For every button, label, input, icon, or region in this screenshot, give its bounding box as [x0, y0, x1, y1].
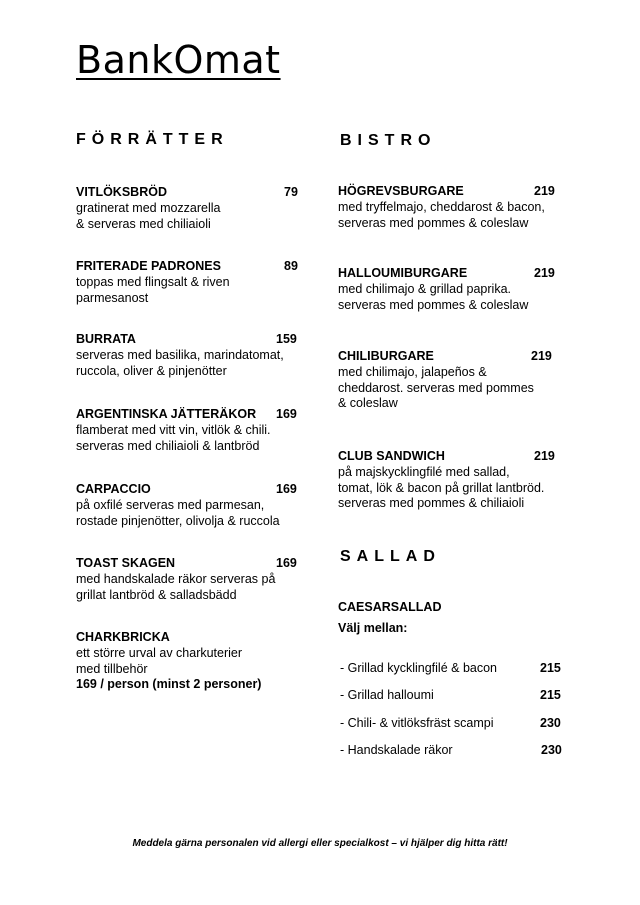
item-desc: på oxfilé serveras med parmesan, [76, 498, 265, 512]
item-desc: med tryffelmajo, cheddarost & bacon, [338, 200, 545, 214]
item-desc: serveras med pommes & coleslaw [338, 215, 529, 230]
item-price: 219 [531, 349, 552, 363]
menu-item-charkbricka [76, 630, 306, 693]
restaurant-title: BankOmat [76, 38, 281, 82]
item-price: 219 [534, 449, 555, 463]
item-name: BURRATA [76, 332, 136, 346]
item-desc: & coleslaw [338, 396, 398, 410]
item-name: CARPACCIO [76, 482, 151, 496]
section-heading-bistro: BISTRO [340, 132, 437, 149]
menu-item-burrata [76, 332, 306, 379]
item-price: 169 [276, 407, 297, 421]
item-price: 159 [276, 332, 297, 346]
item-name: ARGENTINSKA JÄTTERÄKOR [76, 407, 257, 421]
item-name: HALLOUMIBURGARE [338, 266, 468, 280]
item-desc: & serveras med chiliaioli [76, 216, 211, 231]
item-desc: rostade pinjenötter, olivolja & ruccola [76, 513, 280, 528]
item-desc: serveras med basilika, marindatomat, [76, 348, 284, 362]
menu-item-club-sandwich [338, 449, 568, 512]
item-desc: toppas med flingsalt & riven [76, 275, 230, 289]
menu-item-vitloksbrod [76, 185, 306, 232]
menu-item-chiliburgare [338, 349, 568, 412]
item-desc: med handskalade räkor serveras på [76, 572, 276, 586]
option-label: - Handskalade räkor [340, 743, 453, 757]
item-name: HÖGREVSBURGARE [338, 184, 464, 198]
item-name: FRITERADE PADRONES [76, 259, 221, 273]
menu-item-halloumiburgare [338, 266, 568, 313]
menu-item-argentinska-jatterakor [76, 407, 306, 454]
item-desc: cheddarost. serveras med pommes [338, 380, 534, 395]
item-desc: flamberat med vitt vin, vitlök & chili. [76, 423, 271, 437]
item-desc: tomat, lök & bacon på grillat lantbröd. [338, 480, 545, 495]
item-price: 79 [284, 185, 298, 199]
option-price: 215 [540, 661, 561, 675]
item-desc: ett större urval av charkuterier [76, 646, 243, 660]
item-desc: ruccola, oliver & pinjenötter [76, 363, 227, 378]
item-desc: serveras med pommes & chiliaioli [338, 496, 525, 510]
item-name-caesarsallad: CAESARSALLAD [338, 600, 442, 614]
sallad-option [340, 716, 570, 730]
item-name: TOAST SKAGEN [76, 556, 176, 570]
item-desc: på majskycklingfilé med sallad, [338, 465, 510, 479]
menu-item-hogrevsburgare [338, 184, 568, 231]
allergy-notice: Meddela gärna personalen vid allergi eller specialkost – vi hjälper dig hitta rätt! [132, 838, 508, 849]
menu-item-friterade-padrones [76, 259, 306, 306]
item-desc: med chilimajo, jalapeños & [338, 365, 487, 379]
item-price: 169 [276, 556, 297, 570]
item-price: 89 [284, 259, 298, 273]
option-price: 230 [540, 716, 561, 730]
choose-label: Välj mellan: [338, 621, 408, 635]
option-label: - Chili- & vitlöksfräst scampi [340, 716, 494, 730]
menu-item-carpaccio [76, 482, 306, 529]
item-desc: med tillbehör [76, 661, 148, 676]
item-desc: serveras med chiliaioli & lantbröd [76, 438, 260, 453]
item-desc: gratinerat med mozzarella [76, 201, 221, 215]
sallad-option [340, 661, 570, 675]
item-name: VITLÖKSBRÖD [76, 185, 167, 199]
item-name: CLUB SANDWICH [338, 449, 445, 463]
option-price: 230 [541, 743, 562, 757]
item-name: CHILIBURGARE [338, 349, 434, 363]
item-price: 219 [534, 266, 555, 280]
item-desc: med chilimajo & grillad paprika. [338, 282, 511, 296]
option-label: - Grillad halloumi [340, 688, 434, 702]
item-desc: serveras med pommes & coleslaw [338, 297, 529, 312]
item-price: 219 [534, 184, 555, 198]
option-price: 215 [540, 688, 561, 702]
item-desc: parmesanost [76, 290, 149, 305]
section-heading-forratter: FÖRRÄTTER [76, 131, 229, 148]
item-price: 169 [276, 482, 297, 496]
item-name: CHARKBRICKA [76, 630, 170, 644]
sallad-option [340, 688, 570, 702]
sallad-option [340, 743, 570, 757]
option-label: - Grillad kycklingfilé & bacon [340, 661, 498, 675]
item-price-note: 169 / person (minst 2 personer) [76, 677, 262, 691]
section-heading-sallad: SALLAD [340, 548, 441, 565]
item-desc: grillat lantbröd & salladsbädd [76, 587, 237, 602]
menu-item-toast-skagen [76, 556, 306, 603]
